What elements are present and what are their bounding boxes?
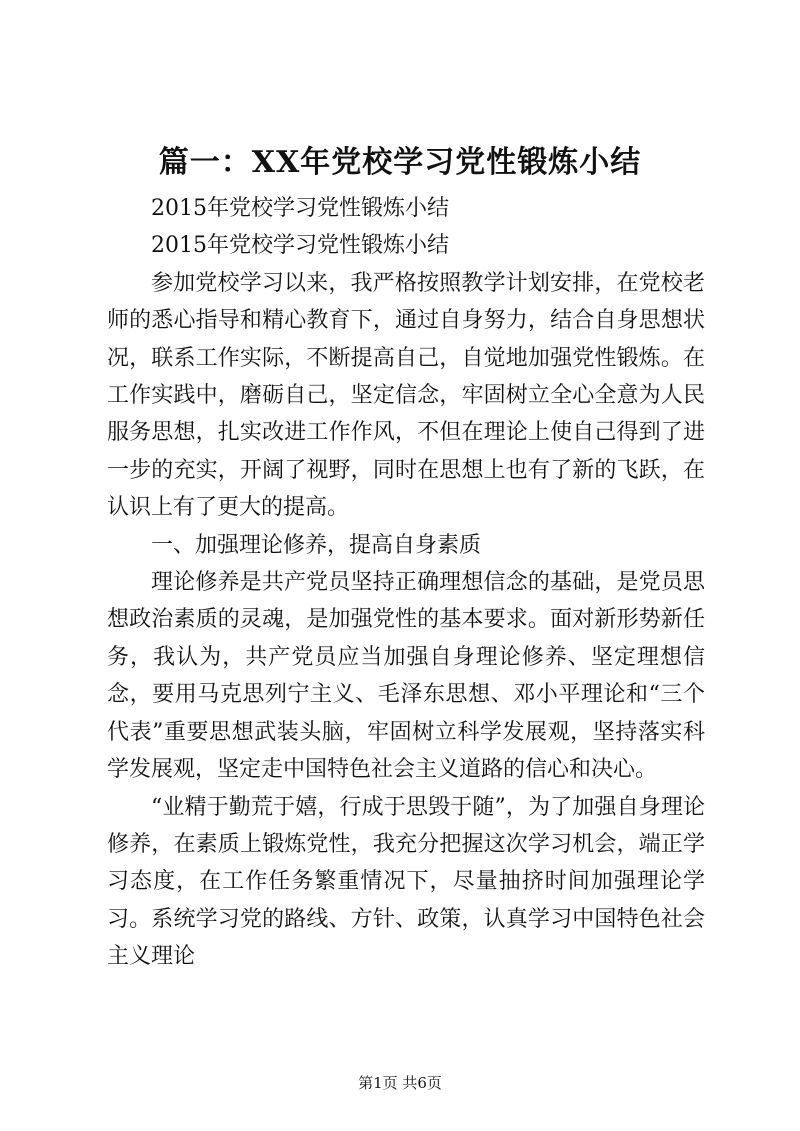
document-body [107, 190, 705, 976]
document-title: 篇一：XX年党校学习党性锻炼小结 [158, 145, 642, 180]
section-heading: 一、加强理论修养，提高自身素质 [151, 532, 482, 558]
page-footer: 第1页 共6页 [358, 1074, 442, 1092]
paragraph-subtitle-2: 2015年党校学习党性锻炼小结 [151, 233, 449, 259]
paragraph-theory: 理论修养是共产党员坚持正确理想信念的基础，是党员思想政治素质的灵魂，是加强党性的基本要求。面对新形势新任务，我认为，共产党员应当加强自身理论修养、坚定理想信念，要用马克思列宁主义、毛泽东思想、邓小平理论和“三个代表”重要思想武装头脑，牢固树立科学发展观，坚持落实科学发展观，坚定走中国特色社会主义道路的信心和决心。 [107, 570, 705, 783]
paragraph-intro: 参加党校学习以来，我严格按照教学计划安排，在党校老师的悉心指导和精心教育下，通过自身努力，结合自身思想状况，联系工作实际，不断提高自己，自觉地加强党性锻炼。在工作实践中，磨砺自己，坚定信念，牢固树立全心全意为人民服务思想，扎实改进工作作风，不但在理论上使自己得到了进一步的充实，开阔了视野，同时在思想上也有了新的飞跃，在认识上有了更大的提高。 [107, 270, 705, 521]
paragraph-subtitle-1: 2015年党校学习党性锻炼小结 [151, 196, 449, 221]
paragraph-study: “业精于勤荒于嬉，行成于思毁于随”，为了加强自身理论修养，在素质上锻炼党性，我充分把握这次学习机会，端正学习态度，在工作任务繁重情况下，尽量抽挤时间加强理论学习。系统学习党的路线、方针、政策，认真学习中国特色社会主义理论 [107, 794, 705, 970]
